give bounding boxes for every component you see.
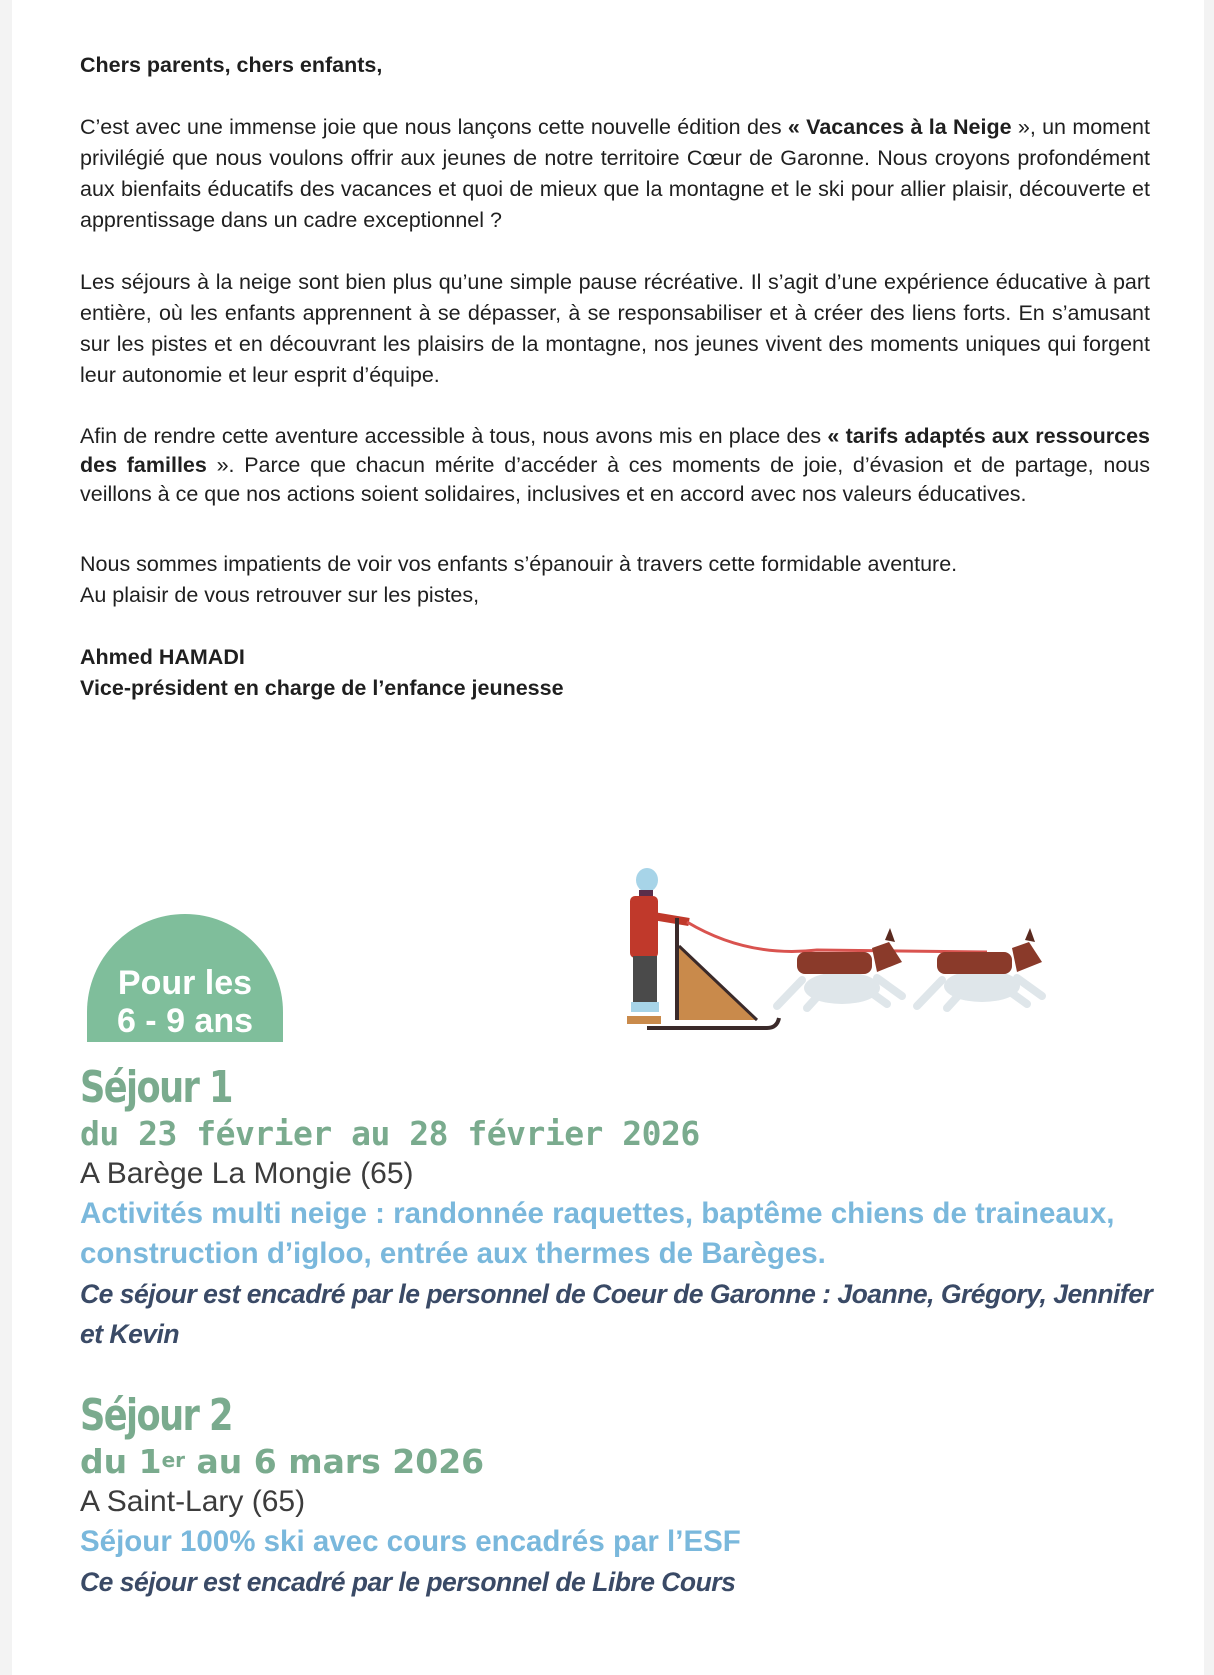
sejour-2-place: A Saint-Lary (65)	[80, 1485, 306, 1518]
paragraph-2: Les séjours à la neige sont bien plus qu’une simple pause récréative. Il s’agit d’une expérience éducative à part entière, où les enfants apprennent à se dépasser, à se responsabiliser et à créer des liens forts. En s’amusant sur les pistes et en découvrant les plaisirs de la montagne, nos jeunes vivent des moments uniques qui forgent leur autonomie et leur esprit d’équipe.	[80, 270, 1150, 387]
letter	[80, 50, 1150, 704]
paragraph-3	[80, 422, 1150, 509]
sejour-2-activities: Séjour 100% ski avec cours encadrés par l’ESF	[80, 1525, 741, 1558]
p1-bold: « Vacances à la Neige	[787, 115, 1012, 139]
sejour-2-title: Séjour 2	[80, 1390, 232, 1441]
sejour-1-activities: Activités multi neige : randonnée raquettes, baptême chiens de traineaux, construction d’igloo, entrée aux thermes de Barèges.	[80, 1197, 1115, 1270]
sejour-1-place: A Barège La Mongie (65)	[80, 1157, 414, 1190]
badge-line-1: Pour les	[117, 964, 253, 1002]
p3-bold: « tarifs adaptés aux ressources des familles	[80, 424, 1150, 477]
sejour-2	[80, 1390, 1160, 1602]
p1-text-c: », un moment privilégié que nous voulons offrir aux jeunes de notre territoire Cœur de Garonne. Nous croyons profondément aux bienfaits éducatifs des vacances et quoi de mieux que la montagne et le ski pour allier plaisir, découverte et apprentissage dans un cadre exceptionnel ?	[80, 115, 1150, 232]
sejour-2-dates-a: du 1	[80, 1442, 162, 1481]
p1-text-a: C’est avec une immense joie que nous lançons cette nouvelle édition des	[80, 115, 788, 139]
sejour-2-staff: Ce séjour est encadré par le personnel de Libre Cours	[80, 1567, 736, 1597]
sejour-1-dates: du 23 février au 28 février 2026	[80, 1114, 700, 1153]
p4-line-1: Nous sommes impatients de voir vos enfants s’épanouir à travers cette formidable aventure.	[80, 552, 958, 576]
signature-role: Vice-président en charge de l’enfance jeunesse	[80, 676, 564, 700]
p3-text-a: Afin de rendre cette aventure accessible à tous, nous avons mis en place des	[80, 424, 828, 448]
p4-line-2: Au plaisir de vous retrouver sur les pistes,	[80, 583, 480, 607]
signature-name: Ahmed HAMADI	[80, 645, 245, 669]
sejour-1	[80, 1062, 1160, 1354]
dog-sled-illustration	[627, 868, 1107, 1044]
greeting: Chers parents, chers enfants,	[80, 53, 383, 77]
sejour-2-dates	[80, 1442, 1160, 1482]
sejour-1-staff: Ce séjour est encadré par le personnel de Coeur de Garonne : Joanne, Grégory, Jennifer et Kevin	[80, 1279, 1153, 1349]
age-badge	[87, 914, 283, 1042]
sejour-2-dates-b: au 6 mars 2026	[185, 1442, 485, 1481]
paragraph-1	[80, 112, 1150, 236]
sejour-2-dates-sup: er	[161, 1448, 186, 1472]
p3-text-c: ». Parce que chacun mérite d’accéder à ces moments de joie, d’évasion et de partage, nous veillons à ce que nos actions soient solidaires, inclusives et en accord avec nos valeurs éducatives.	[80, 453, 1150, 506]
sejour-1-title: Séjour 1	[80, 1062, 232, 1113]
paragraph-4	[80, 549, 1150, 611]
badge-line-2: 6 - 9 ans	[116, 1002, 254, 1040]
